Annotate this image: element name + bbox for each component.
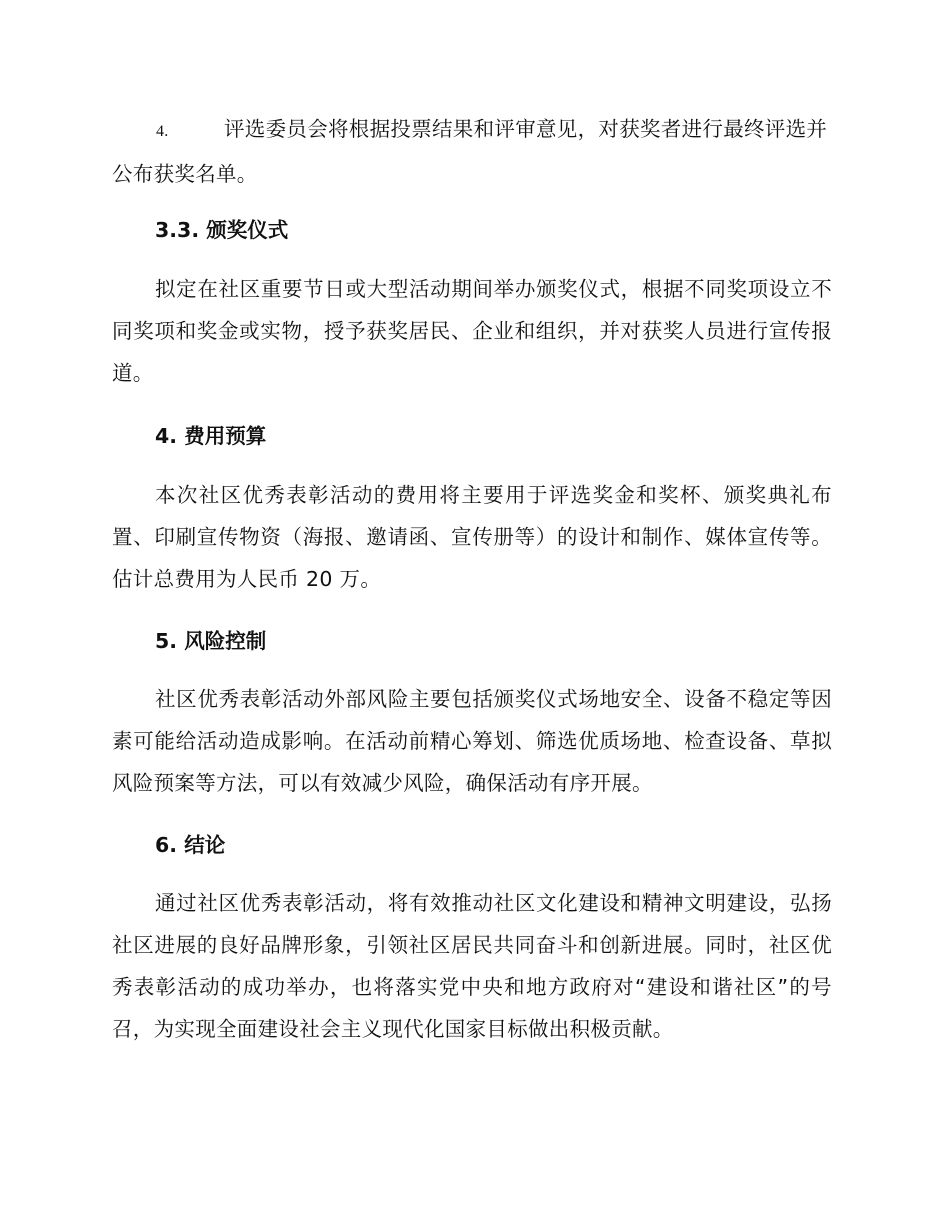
section-paragraph: 社区优秀表彰活动外部风险主要包括颁奖仪式场地安全、设备不稳定等因素可能给活动造成影响。在活动前精心筹划、筛选优质场地、检查设备、草拟风险预案等方法，可以有效减少风险，确保活动有序开展。 (112, 687, 832, 795)
section-paragraph: 通过社区优秀表彰活动，将有效推动社区文化建设和精神文明建设，弘扬社区进展的良好品牌形象，引领社区居民共同奋斗和创新进展。同时，社区优秀表彰活动的成功举办，也将落实党中央和地方政府对“建设和谐社区”的号召，为实现全面建设社会主义现代化国家目标做出积极贡献。 (112, 891, 832, 1041)
section-heading: 3.3. 颁奖仪式 (155, 218, 289, 242)
list-item-text: 评选委员会将根据投票结果和评审意见，对获奖者进行最终评选并公布获奖名单。 (112, 117, 828, 186)
section-heading: 5. 风险控制 (155, 629, 267, 653)
list-item (112, 108, 832, 195)
section-heading: 6. 结论 (155, 833, 226, 857)
section-heading: 4. 费用预算 (155, 424, 267, 448)
section-paragraph: 拟定在社区重要节日或大型活动期间举办颁奖仪式，根据不同奖项设立不同奖项和奖金或实物，授予获奖居民、企业和组织，并对获奖人员进行宣传报道。 (112, 277, 832, 385)
list-item-number: 4. (156, 123, 169, 140)
section-paragraph: 本次社区优秀表彰活动的费用将主要用于评选奖金和奖杯、颁奖典礼布置、印刷宣传物资（海报、邀请函、宣传册等）的设计和制作、媒体宣传等。估计总费用为人民币 20 万。 (112, 483, 832, 591)
